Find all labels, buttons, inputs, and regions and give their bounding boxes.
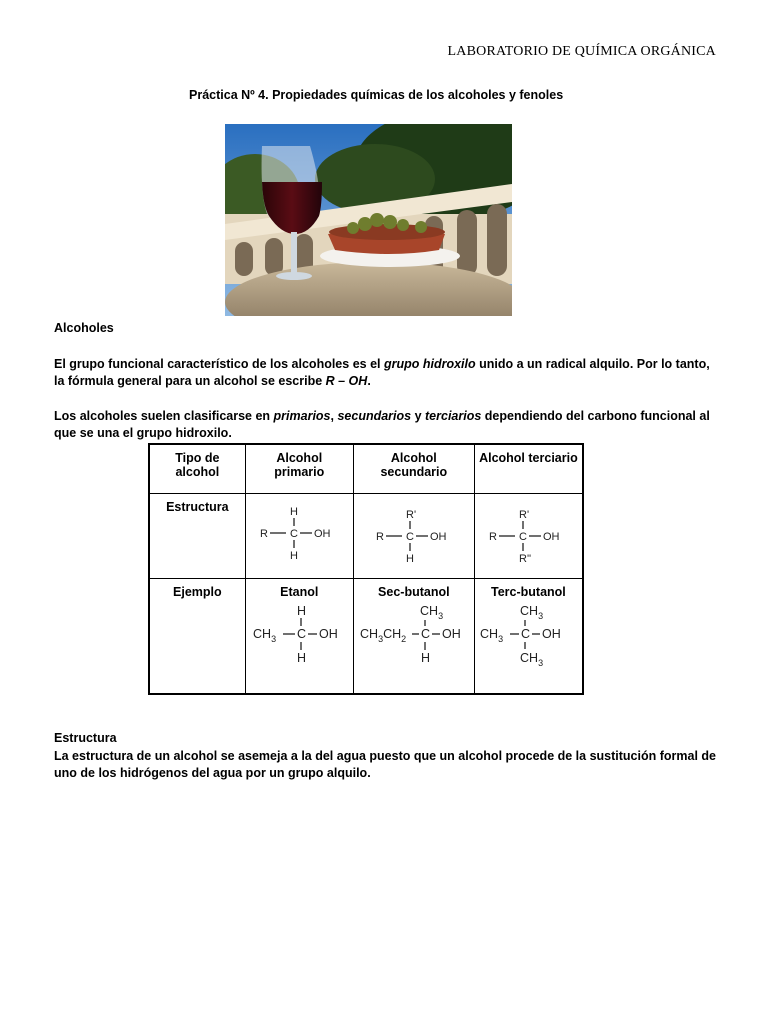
p2-text-g: dependiendo del carbono funcional al que se una el grupo hidroxilo. [54, 409, 710, 440]
table-row-ejemplo [149, 579, 583, 695]
group-ch3 [253, 627, 276, 644]
ch3-label: CH [520, 651, 539, 665]
atom-c: C [297, 627, 307, 641]
ch3-label: CH [419, 604, 438, 618]
group-oh: OH [429, 531, 447, 543]
paragraph-grupo-funcional [54, 356, 722, 390]
atom-c: C [519, 531, 528, 543]
practice-title: Práctica Nº 4. Propiedades químicas de los alcoholes y fenoles [189, 88, 564, 102]
atom-h-top: H [290, 506, 299, 518]
p1-text-a: El grupo funcional característico de los alcoholes es el [54, 357, 384, 371]
atom-c: C [420, 627, 430, 641]
table-header-row [149, 444, 583, 494]
photo-illustration [225, 124, 512, 316]
header-secundario: Alcohol secundario [353, 444, 474, 494]
cell-example-terc-butanol [474, 579, 583, 695]
ch3-subscript: 3 [377, 634, 383, 644]
example-name-terc-butanol: Terc-butanol [491, 585, 566, 599]
primary-structure-diagram [254, 504, 344, 566]
atom-c: C [290, 528, 299, 540]
ch3-subscript: 3 [271, 634, 277, 644]
table-row-estructura [149, 494, 583, 579]
ch3-label: CH [359, 627, 378, 641]
group-ch3-left [480, 627, 503, 644]
ch3-subscript: 3 [538, 611, 544, 621]
ch3-label: CH [520, 604, 539, 618]
atom-r-prime: R' [519, 509, 530, 521]
atom-h-bottom: H [290, 550, 299, 562]
sec-butanol-structure-diagram [360, 603, 468, 669]
p2-text-a: Los alcoholes suelen clasificarse en [54, 409, 274, 423]
cell-structure-secondary [353, 494, 474, 579]
p1-text-c: unido a un radical alquilo. Por lo tanto, la fórmula general para un alcohol se escribe [54, 357, 710, 388]
atom-r-double-prime: R'' [519, 553, 532, 565]
group-ch3ch2 [360, 627, 406, 644]
group-ch3-bottom [520, 651, 543, 668]
heading-estructura: Estructura [54, 731, 117, 745]
paragraph-estructura: La estructura de un alcohol se asemeja a la del agua puesto que un alcohol procede de la sustitución formal de uno de los hidrógenos del agua por un grupo alquilo. [54, 749, 716, 780]
cell-example-etanol [245, 579, 353, 695]
paragraph-clasificacion [54, 408, 722, 442]
heading-alcoholes: Alcoholes [54, 321, 114, 335]
secondary-structure-diagram [364, 504, 464, 566]
group-ch3-top [520, 604, 543, 621]
group-ch3-top [420, 604, 443, 621]
ch2-subscript: 2 [400, 634, 406, 644]
row-label-ejemplo: Ejemplo [149, 579, 245, 695]
tertiary-structure-diagram [483, 504, 573, 566]
p1-text-e: . [367, 374, 371, 388]
atom-r: R [489, 531, 498, 543]
atom-c: C [405, 531, 414, 543]
p2-text-e: y [411, 409, 426, 423]
atom-r: R [260, 528, 269, 540]
atom-h-bottom: H [297, 651, 307, 665]
cell-structure-primary [245, 494, 353, 579]
atom-c: C [521, 627, 531, 641]
group-oh: OH [543, 531, 560, 543]
cell-structure-tertiary [474, 494, 583, 579]
ch3-subscript: 3 [498, 634, 504, 644]
etanol-structure-diagram [251, 603, 347, 669]
p1-emph-formula: R – OH [325, 374, 368, 388]
lab-header: LABORATORIO DE QUÍMICA ORGÁNICA [447, 44, 716, 59]
ch3-label: CH [480, 627, 499, 641]
ch3-label: CH [253, 627, 272, 641]
ch3-subscript: 3 [437, 611, 443, 621]
p1-emph-grupo-hidroxilo: grupo hidroxilo [383, 357, 476, 371]
header-tipo: Tipo de alcohol [149, 444, 245, 494]
atom-h: H [405, 553, 414, 565]
ch3-subscript: 3 [538, 658, 544, 668]
group-oh: OH [314, 528, 331, 540]
p2-text-c: , [330, 409, 338, 423]
p2-emph-terciarios: terciarios [425, 409, 482, 423]
group-oh: OH [441, 627, 461, 641]
p2-emph-secundarios: secundarios [337, 409, 412, 423]
example-name-sec-butanol: Sec-butanol [378, 585, 450, 599]
p2-emph-primarios: primarios [273, 409, 331, 423]
row-label-estructura: Estructura [149, 494, 245, 579]
group-oh: OH [319, 627, 339, 641]
ch2-label: CH [382, 627, 401, 641]
atom-r-prime: R' [405, 509, 416, 521]
terc-butanol-structure-diagram [480, 603, 576, 669]
cell-example-sec-butanol [353, 579, 474, 695]
alcohol-classification-table [148, 443, 584, 695]
header-terciario: Alcohol terciario [474, 444, 583, 494]
atom-h: H [420, 651, 430, 665]
wine-olives-photo [225, 124, 512, 316]
example-name-etanol: Etanol [280, 585, 319, 599]
header-primario: Alcohol primario [245, 444, 353, 494]
atom-h-top: H [297, 604, 307, 618]
atom-r: R [375, 531, 384, 543]
group-oh: OH [542, 627, 562, 641]
